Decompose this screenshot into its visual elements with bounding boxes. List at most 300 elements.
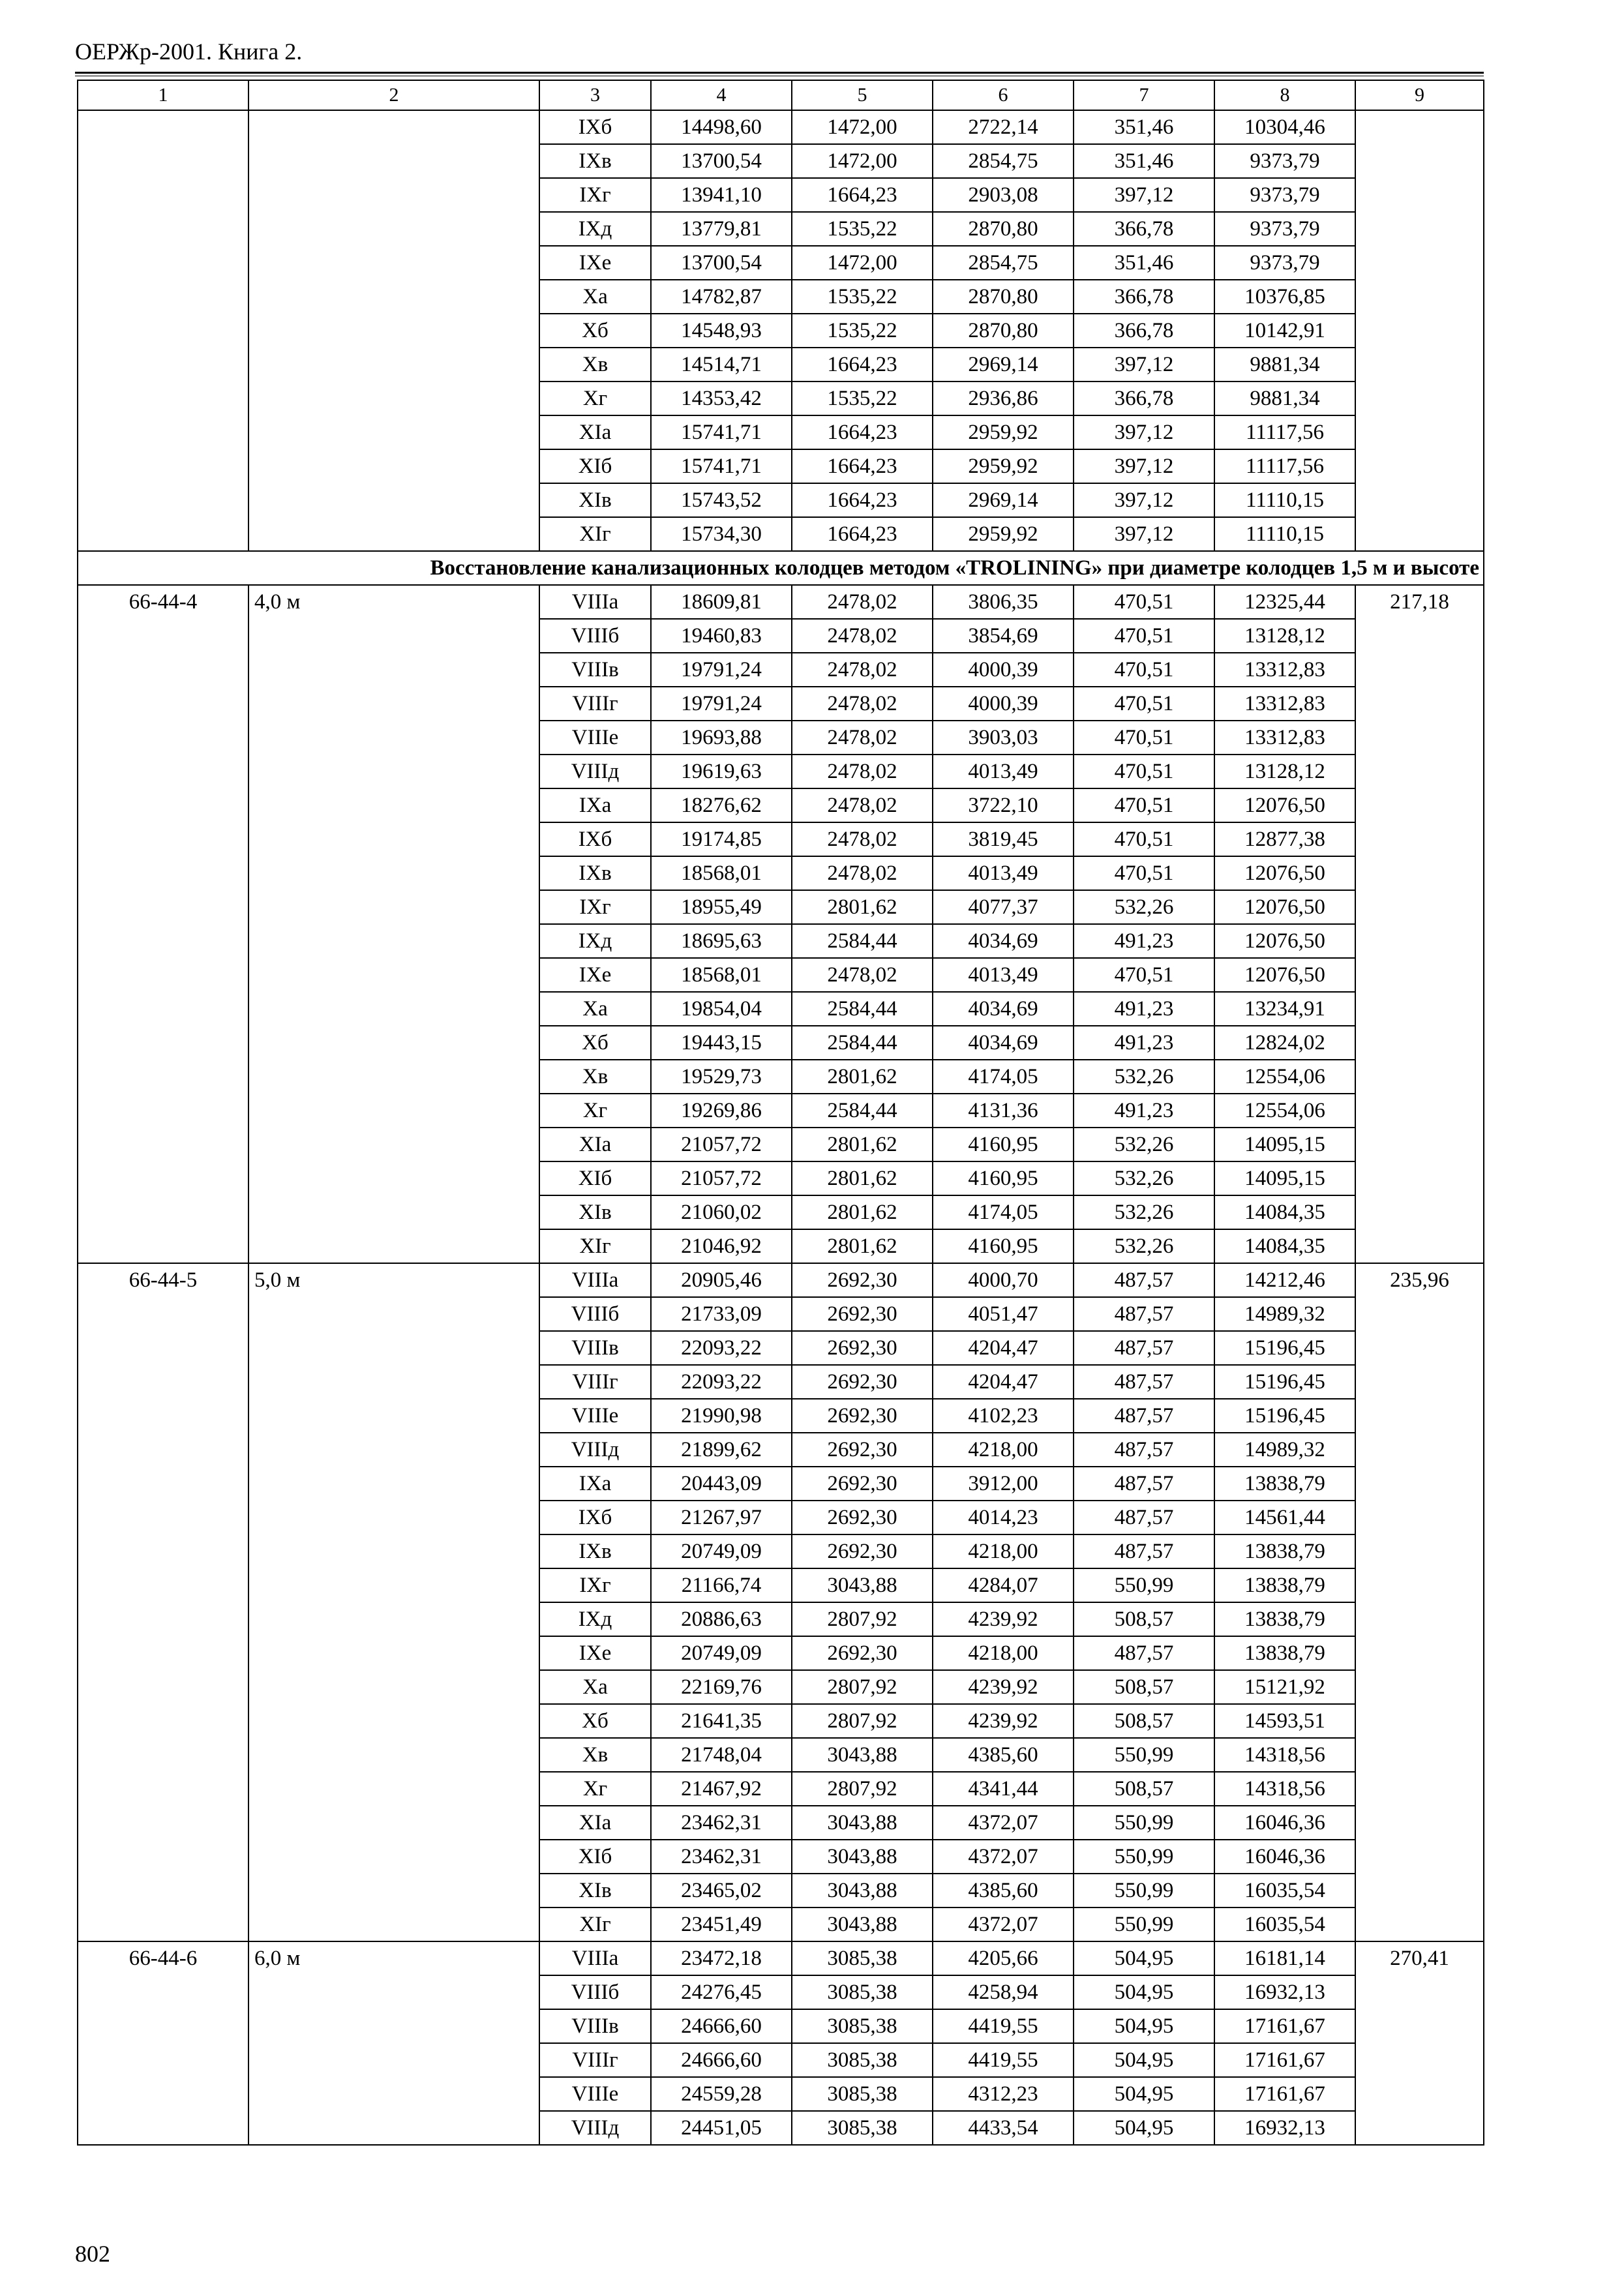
zone-cell: Хг	[539, 1772, 651, 1806]
column-number: 5	[792, 80, 933, 110]
value-col6: 4419,55	[933, 2043, 1074, 2077]
value-col5: 2478,02	[792, 958, 933, 992]
value-col7: 470,51	[1074, 788, 1214, 822]
value-col6: 3722,10	[933, 788, 1074, 822]
value-col6: 2870,80	[933, 280, 1074, 314]
header-rule	[75, 72, 1484, 74]
value-col7: 550,99	[1074, 1840, 1214, 1874]
value-col8: 13128,12	[1214, 755, 1355, 788]
value-col5: 3085,38	[792, 2111, 933, 2145]
value-col8: 14593,51	[1214, 1704, 1355, 1738]
value-col5: 2801,62	[792, 1161, 933, 1195]
item-extra-value: 270,41	[1355, 1941, 1484, 2145]
value-col4: 19174,85	[651, 822, 792, 856]
zone-cell: Хб	[539, 1026, 651, 1060]
value-col5: 1664,23	[792, 415, 933, 449]
column-number: 8	[1214, 80, 1355, 110]
value-col4: 19460,83	[651, 619, 792, 653]
value-col8: 9373,79	[1214, 178, 1355, 212]
value-col8: 14095,15	[1214, 1161, 1355, 1195]
value-col5: 1664,23	[792, 483, 933, 517]
value-col8: 13312,83	[1214, 687, 1355, 721]
zone-cell: IХа	[539, 788, 651, 822]
value-col4: 21733,09	[651, 1297, 792, 1331]
value-col5: 2807,92	[792, 1670, 933, 1704]
value-col7: 397,12	[1074, 348, 1214, 382]
item-code: 66-44-6	[78, 1941, 248, 2145]
value-col6: 4034,69	[933, 992, 1074, 1026]
value-col7: 470,51	[1074, 721, 1214, 755]
value-col5: 3085,38	[792, 1941, 933, 1975]
column-number: 4	[651, 80, 792, 110]
value-col7: 487,57	[1074, 1297, 1214, 1331]
value-col6: 4160,95	[933, 1128, 1074, 1161]
zone-cell: ХIв	[539, 1874, 651, 1908]
value-col5: 2478,02	[792, 653, 933, 687]
value-col6: 4051,47	[933, 1297, 1074, 1331]
value-col5: 2692,30	[792, 1534, 933, 1568]
value-col7: 470,51	[1074, 755, 1214, 788]
value-col8: 9881,34	[1214, 382, 1355, 415]
value-col7: 532,26	[1074, 1060, 1214, 1094]
value-col8: 15196,45	[1214, 1331, 1355, 1365]
item-description: 5,0 м	[248, 1263, 539, 1941]
value-col6: 2969,14	[933, 483, 1074, 517]
value-col5: 2478,02	[792, 822, 933, 856]
item-code: 66-44-5	[78, 1263, 248, 1941]
value-col7: 487,57	[1074, 1263, 1214, 1297]
zone-cell: ХIг	[539, 517, 651, 551]
value-col5: 2801,62	[792, 1195, 933, 1229]
zone-cell: VIIIб	[539, 1297, 651, 1331]
zone-cell: IХг	[539, 1568, 651, 1602]
value-col4: 13779,81	[651, 212, 792, 246]
value-col4: 14353,42	[651, 382, 792, 415]
value-col5: 2692,30	[792, 1297, 933, 1331]
table-row	[78, 585, 1484, 619]
value-col4: 21166,74	[651, 1568, 792, 1602]
value-col5: 1472,00	[792, 144, 933, 178]
zone-cell: IХг	[539, 178, 651, 212]
zone-cell: ХIг	[539, 1908, 651, 1941]
value-col8: 13838,79	[1214, 1602, 1355, 1636]
zone-cell: Хв	[539, 1060, 651, 1094]
value-col5: 3043,88	[792, 1908, 933, 1941]
value-col8: 12824,02	[1214, 1026, 1355, 1060]
value-col8: 13312,83	[1214, 721, 1355, 755]
zone-cell: VIIIв	[539, 2009, 651, 2043]
value-col8: 13838,79	[1214, 1467, 1355, 1501]
value-col4: 14498,60	[651, 110, 792, 144]
value-col5: 2801,62	[792, 890, 933, 924]
value-col4: 15743,52	[651, 483, 792, 517]
value-col4: 21267,97	[651, 1501, 792, 1534]
value-col5: 3043,88	[792, 1738, 933, 1772]
value-col5: 2807,92	[792, 1772, 933, 1806]
value-col4: 24559,28	[651, 2077, 792, 2111]
value-col6: 2959,92	[933, 415, 1074, 449]
value-col6: 2903,08	[933, 178, 1074, 212]
item-extra-value	[1355, 110, 1484, 551]
value-col7: 508,57	[1074, 1670, 1214, 1704]
value-col4: 21467,92	[651, 1772, 792, 1806]
value-col6: 4433,54	[933, 2111, 1074, 2145]
value-col8: 17161,67	[1214, 2077, 1355, 2111]
table-row	[78, 1941, 1484, 1975]
value-col7: 351,46	[1074, 246, 1214, 280]
value-col8: 10376,85	[1214, 280, 1355, 314]
value-col6: 4218,00	[933, 1433, 1074, 1467]
value-col7: 504,95	[1074, 2111, 1214, 2145]
value-col7: 550,99	[1074, 1874, 1214, 1908]
value-col6: 4204,47	[933, 1365, 1074, 1399]
value-col7: 470,51	[1074, 619, 1214, 653]
value-col7: 397,12	[1074, 517, 1214, 551]
value-col8: 12877,38	[1214, 822, 1355, 856]
value-col5: 1664,23	[792, 178, 933, 212]
zone-cell: Ха	[539, 992, 651, 1026]
value-col7: 470,51	[1074, 822, 1214, 856]
value-col7: 532,26	[1074, 890, 1214, 924]
zone-cell: VIIIв	[539, 1331, 651, 1365]
value-col8: 9881,34	[1214, 348, 1355, 382]
value-col4: 15734,30	[651, 517, 792, 551]
value-col5: 2478,02	[792, 721, 933, 755]
value-col5: 3085,38	[792, 2077, 933, 2111]
column-number: 9	[1355, 80, 1484, 110]
value-col4: 21899,62	[651, 1433, 792, 1467]
value-col5: 1664,23	[792, 348, 933, 382]
value-col7: 491,23	[1074, 1026, 1214, 1060]
zone-cell: ХIг	[539, 1229, 651, 1263]
zone-cell: VIIIа	[539, 585, 651, 619]
value-col6: 3903,03	[933, 721, 1074, 755]
zone-cell: VIIIг	[539, 687, 651, 721]
value-col4: 19619,63	[651, 755, 792, 788]
value-col4: 22093,22	[651, 1331, 792, 1365]
value-col4: 21748,04	[651, 1738, 792, 1772]
value-col7: 366,78	[1074, 280, 1214, 314]
value-col7: 532,26	[1074, 1161, 1214, 1195]
item-extra-value: 217,18	[1355, 585, 1484, 1263]
value-col8: 14095,15	[1214, 1128, 1355, 1161]
value-col5: 2801,62	[792, 1128, 933, 1161]
value-col7: 550,99	[1074, 1806, 1214, 1840]
value-col8: 16046,36	[1214, 1806, 1355, 1840]
value-col6: 2722,14	[933, 110, 1074, 144]
value-col8: 12076,50	[1214, 890, 1355, 924]
value-col6: 4284,07	[933, 1568, 1074, 1602]
value-col8: 13128,12	[1214, 619, 1355, 653]
zone-cell: IХд	[539, 1602, 651, 1636]
value-col5: 1535,22	[792, 314, 933, 348]
value-col4: 13700,54	[651, 144, 792, 178]
value-col4: 24451,05	[651, 2111, 792, 2145]
value-col5: 2692,30	[792, 1467, 933, 1501]
zone-cell: IХб	[539, 822, 651, 856]
zone-cell: ХIа	[539, 415, 651, 449]
zone-cell: IХе	[539, 246, 651, 280]
value-col5: 1535,22	[792, 212, 933, 246]
value-col4: 14782,87	[651, 280, 792, 314]
value-col4: 23462,31	[651, 1840, 792, 1874]
value-col8: 14318,56	[1214, 1772, 1355, 1806]
value-col6: 4239,92	[933, 1704, 1074, 1738]
value-col8: 9373,79	[1214, 246, 1355, 280]
column-number: 2	[248, 80, 539, 110]
table-row	[78, 110, 1484, 144]
value-col8: 12076,50	[1214, 856, 1355, 890]
value-col4: 19791,24	[651, 653, 792, 687]
value-col7: 504,95	[1074, 2077, 1214, 2111]
zone-cell: IХд	[539, 212, 651, 246]
price-table	[77, 80, 1484, 2146]
zone-cell: VIIIе	[539, 721, 651, 755]
value-col4: 18695,63	[651, 924, 792, 958]
zone-cell: IХе	[539, 958, 651, 992]
value-col6: 4385,60	[933, 1874, 1074, 1908]
value-col8: 15121,92	[1214, 1670, 1355, 1704]
value-col4: 20749,09	[651, 1636, 792, 1670]
zone-cell: IХб	[539, 1501, 651, 1534]
zone-cell: ХIб	[539, 449, 651, 483]
value-col6: 3806,35	[933, 585, 1074, 619]
value-col6: 4312,23	[933, 2077, 1074, 2111]
value-col4: 21990,98	[651, 1399, 792, 1433]
value-col7: 504,95	[1074, 2043, 1214, 2077]
item-description: 6,0 м	[248, 1941, 539, 2145]
value-col5: 2478,02	[792, 755, 933, 788]
value-col8: 12076,50	[1214, 788, 1355, 822]
zone-cell: VIIIб	[539, 1975, 651, 2009]
zone-cell: VIIIд	[539, 755, 651, 788]
value-col8: 16035,54	[1214, 1908, 1355, 1941]
zone-cell: Хг	[539, 382, 651, 415]
value-col7: 397,12	[1074, 449, 1214, 483]
zone-cell: VIIIе	[539, 1399, 651, 1433]
value-col7: 487,57	[1074, 1433, 1214, 1467]
value-col7: 366,78	[1074, 382, 1214, 415]
value-col4: 23451,49	[651, 1908, 792, 1941]
value-col8: 13838,79	[1214, 1636, 1355, 1670]
value-col8: 11110,15	[1214, 517, 1355, 551]
zone-cell: VIIIд	[539, 2111, 651, 2145]
value-col6: 4372,07	[933, 1840, 1074, 1874]
value-col8: 16035,54	[1214, 1874, 1355, 1908]
value-col5: 2692,30	[792, 1399, 933, 1433]
value-col7: 508,57	[1074, 1602, 1214, 1636]
value-col5: 3085,38	[792, 2043, 933, 2077]
value-col8: 13838,79	[1214, 1534, 1355, 1568]
zone-cell: VIIIг	[539, 2043, 651, 2077]
value-col6: 2969,14	[933, 348, 1074, 382]
value-col5: 3043,88	[792, 1840, 933, 1874]
value-col6: 4372,07	[933, 1806, 1074, 1840]
value-col6: 4131,36	[933, 1094, 1074, 1128]
value-col7: 470,51	[1074, 958, 1214, 992]
page-number: 802	[75, 2241, 110, 2267]
value-col5: 2478,02	[792, 856, 933, 890]
value-col4: 22093,22	[651, 1365, 792, 1399]
zone-cell: ХIб	[539, 1840, 651, 1874]
value-col6: 2854,75	[933, 144, 1074, 178]
zone-cell: ХIа	[539, 1128, 651, 1161]
value-col4: 14548,93	[651, 314, 792, 348]
value-col7: 487,57	[1074, 1501, 1214, 1534]
value-col7: 397,12	[1074, 415, 1214, 449]
value-col8: 14084,35	[1214, 1229, 1355, 1263]
value-col7: 550,99	[1074, 1908, 1214, 1941]
value-col6: 4034,69	[933, 1026, 1074, 1060]
value-col7: 508,57	[1074, 1772, 1214, 1806]
value-col4: 21057,72	[651, 1161, 792, 1195]
value-col6: 2959,92	[933, 449, 1074, 483]
value-col7: 491,23	[1074, 1094, 1214, 1128]
value-col7: 504,95	[1074, 1941, 1214, 1975]
zone-cell: VIIIа	[539, 1263, 651, 1297]
value-col8: 11117,56	[1214, 449, 1355, 483]
value-col6: 3912,00	[933, 1467, 1074, 1501]
value-col7: 487,57	[1074, 1467, 1214, 1501]
value-col6: 4014,23	[933, 1501, 1074, 1534]
value-col4: 15741,71	[651, 449, 792, 483]
column-number: 7	[1074, 80, 1214, 110]
value-col6: 4174,05	[933, 1195, 1074, 1229]
value-col7: 470,51	[1074, 687, 1214, 721]
value-col6: 2936,86	[933, 382, 1074, 415]
value-col6: 4341,44	[933, 1772, 1074, 1806]
value-col4: 23462,31	[651, 1806, 792, 1840]
value-col5: 2584,44	[792, 924, 933, 958]
value-col6: 4160,95	[933, 1161, 1074, 1195]
zone-cell: ХIб	[539, 1161, 651, 1195]
column-number: 6	[933, 80, 1074, 110]
value-col8: 14318,56	[1214, 1738, 1355, 1772]
zone-cell: Хг	[539, 1094, 651, 1128]
value-col6: 4013,49	[933, 755, 1074, 788]
value-col8: 10304,46	[1214, 110, 1355, 144]
value-col7: 351,46	[1074, 110, 1214, 144]
value-col8: 12076,50	[1214, 924, 1355, 958]
zone-cell: ХIа	[539, 1806, 651, 1840]
zone-cell: Хв	[539, 348, 651, 382]
value-col6: 4000,39	[933, 687, 1074, 721]
value-col5: 3085,38	[792, 1975, 933, 2009]
value-col6: 2870,80	[933, 212, 1074, 246]
value-col7: 470,51	[1074, 856, 1214, 890]
value-col7: 487,57	[1074, 1636, 1214, 1670]
value-col7: 397,12	[1074, 178, 1214, 212]
value-col8: 16932,13	[1214, 1975, 1355, 2009]
value-col6: 4218,00	[933, 1534, 1074, 1568]
value-col8: 16046,36	[1214, 1840, 1355, 1874]
value-col5: 2478,02	[792, 585, 933, 619]
value-col6: 4385,60	[933, 1738, 1074, 1772]
value-col4: 19529,73	[651, 1060, 792, 1094]
value-col8: 11110,15	[1214, 483, 1355, 517]
value-col4: 18568,01	[651, 856, 792, 890]
value-col5: 2478,02	[792, 619, 933, 653]
value-col7: 487,57	[1074, 1365, 1214, 1399]
value-col5: 2478,02	[792, 687, 933, 721]
zone-cell: VIIIд	[539, 1433, 651, 1467]
value-col6: 2959,92	[933, 517, 1074, 551]
zone-cell: VIIIе	[539, 2077, 651, 2111]
value-col7: 366,78	[1074, 314, 1214, 348]
value-col7: 508,57	[1074, 1704, 1214, 1738]
value-col4: 19854,04	[651, 992, 792, 1026]
value-col5: 3043,88	[792, 1874, 933, 1908]
value-col8: 12554,06	[1214, 1094, 1355, 1128]
zone-cell: ХIв	[539, 1195, 651, 1229]
section-heading: Восстановление канализационных колодцев методом «TROLINING» при диаметре колодцев 1,5 м и высоте	[78, 551, 1484, 585]
value-col6: 4258,94	[933, 1975, 1074, 2009]
value-col8: 14561,44	[1214, 1501, 1355, 1534]
value-col8: 13838,79	[1214, 1568, 1355, 1602]
value-col6: 4239,92	[933, 1602, 1074, 1636]
value-col4: 24666,60	[651, 2043, 792, 2077]
value-col4: 18955,49	[651, 890, 792, 924]
value-col4: 20886,63	[651, 1602, 792, 1636]
zone-cell: IХв	[539, 1534, 651, 1568]
value-col6: 3819,45	[933, 822, 1074, 856]
zone-cell: Хб	[539, 1704, 651, 1738]
zone-cell: VIIIв	[539, 653, 651, 687]
zone-cell: IХв	[539, 856, 651, 890]
value-col6: 4205,66	[933, 1941, 1074, 1975]
value-col8: 14989,32	[1214, 1297, 1355, 1331]
value-col8: 14084,35	[1214, 1195, 1355, 1229]
value-col7: 550,99	[1074, 1738, 1214, 1772]
value-col4: 20443,09	[651, 1467, 792, 1501]
zone-cell: ХIв	[539, 483, 651, 517]
item-extra-value: 235,96	[1355, 1263, 1484, 1941]
value-col6: 4204,47	[933, 1331, 1074, 1365]
column-number: 1	[78, 80, 248, 110]
value-col7: 470,51	[1074, 653, 1214, 687]
value-col7: 491,23	[1074, 992, 1214, 1026]
value-col8: 16932,13	[1214, 2111, 1355, 2145]
value-col6: 4218,00	[933, 1636, 1074, 1670]
value-col5: 2584,44	[792, 1094, 933, 1128]
value-col5: 3043,88	[792, 1806, 933, 1840]
value-col8: 17161,67	[1214, 2043, 1355, 2077]
zone-cell: IХв	[539, 144, 651, 178]
value-col4: 21060,02	[651, 1195, 792, 1229]
value-col5: 2584,44	[792, 1026, 933, 1060]
value-col4: 18276,62	[651, 788, 792, 822]
value-col8: 15196,45	[1214, 1365, 1355, 1399]
value-col5: 2692,30	[792, 1501, 933, 1534]
value-col6: 4419,55	[933, 2009, 1074, 2043]
value-col7: 366,78	[1074, 212, 1214, 246]
value-col5: 2692,30	[792, 1433, 933, 1467]
value-col8: 11117,56	[1214, 415, 1355, 449]
zone-cell: VIIIб	[539, 619, 651, 653]
value-col5: 2801,62	[792, 1229, 933, 1263]
value-col5: 1664,23	[792, 449, 933, 483]
value-col5: 1472,00	[792, 246, 933, 280]
column-number-row	[78, 80, 1484, 110]
column-number: 3	[539, 80, 651, 110]
value-col7: 487,57	[1074, 1399, 1214, 1433]
value-col8: 15196,45	[1214, 1399, 1355, 1433]
value-col7: 532,26	[1074, 1229, 1214, 1263]
zone-cell: VIIIг	[539, 1365, 651, 1399]
zone-cell: Хв	[539, 1738, 651, 1772]
value-col4: 15741,71	[651, 415, 792, 449]
value-col5: 2807,92	[792, 1704, 933, 1738]
